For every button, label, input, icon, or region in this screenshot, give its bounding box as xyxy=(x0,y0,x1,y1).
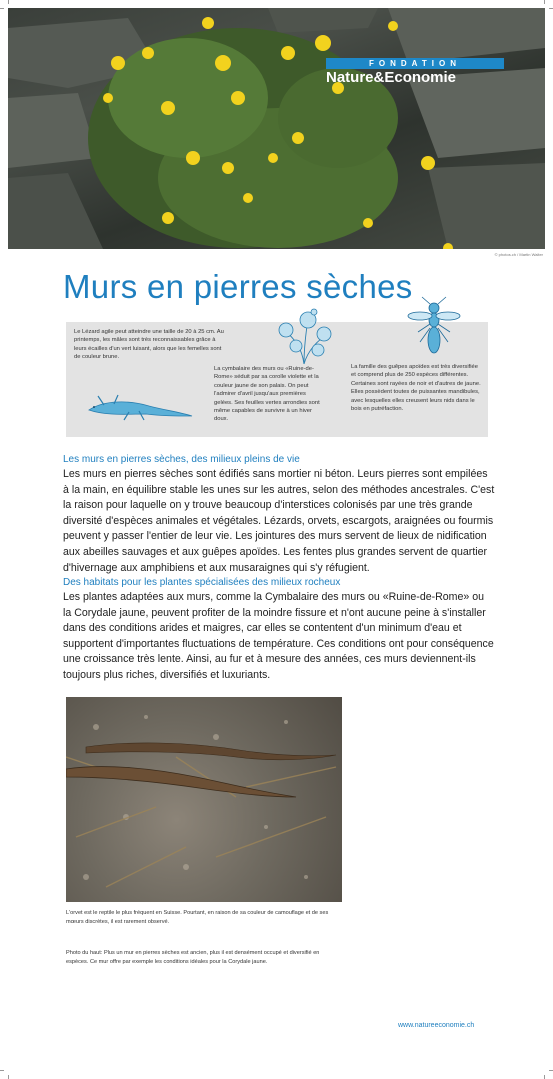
stone-wall-flowers-image xyxy=(8,8,545,249)
slowworm-caption: L'orvet est le reptile le plus fréquent en Suisse. Pourtant, en raison de sa couleur de camouflage et de ses mœurs discrètes, il est rarement observé. xyxy=(66,910,329,925)
crop-mark xyxy=(549,8,553,9)
section-heading-habitats-plantes: Des habitats pour les plantes spécialisées des milieux rocheux xyxy=(63,577,341,588)
website-link[interactable]: www.natureeconomie.ch xyxy=(398,1022,475,1029)
crop-mark xyxy=(544,1075,545,1079)
crop-mark xyxy=(0,8,4,9)
hero-photo xyxy=(8,8,545,249)
slowworm-image xyxy=(66,697,342,902)
crop-mark xyxy=(8,0,9,4)
slowworm-photo xyxy=(66,697,342,902)
section-text-habitats-plantes: Les plantes adaptées aux murs, comme la Cymbalaire des murs ou «Ruine-de-Rome» ou la Corydale jaune, peuvent profiter de la moindre fissure et n'ont aucune peine à s'installer dans des conditions arides et maigres, car elles se contentent d'un minimum d'eau et supportent d'importantes fluctuations de température. Ces conditions ont pour conséquence une croissance très lente. Ainsi, au fur et à mesure des années, ces murs deviennent-ils toujours plus riches, diversifiés et luxuriants. xyxy=(63,591,494,681)
lizard-description: Le Lézard agile peut atteindre une taille de 20 à 25 cm. Au printemps, les mâles sont très reconnaissables grâce à leurs écailles d'un vert luisant, alors que les femelles sont de couleur brune. xyxy=(74,329,224,361)
info-panel xyxy=(66,322,488,437)
section-text-murs-vie: Les murs en pierres sèches sont édifiés sans mortier ni béton. Leurs pierres sont empilées à la main, en équilibre stable les unes sur les autres, selon des méthodes ancestrales. C'est la raison pour laquelle on y trouve beaucoup d'interstices colonisés par une très grande diversité d'espèces animales et végétales. Lézards, orvets, escargots, araignées ou fourmis peuvent y passer l'entier de leur vie. Les jointures des murs servent de lieux de nidification aux abeilles sauvages et aux guêpes apoïdes. Les fentes plus grandes servent de quartier d'hivernage aux amphibiens et aux musaraignes qui s'y réfugient. xyxy=(63,468,495,574)
cymbalaria-illustration xyxy=(274,308,336,366)
logo-name: Nature&Economie xyxy=(326,69,457,86)
top-photo-caption: Photo du haut: Plus un mur en pierres sèches est ancien, plus il est densément occupé et diversifié en espèces. Ce mur offre par exemple les conditions idéales pour la Corydale jaune. xyxy=(66,950,320,965)
wasp-illustration xyxy=(406,296,462,360)
crop-mark xyxy=(544,0,545,4)
crop-mark xyxy=(8,1075,9,1079)
crop-mark xyxy=(0,1070,4,1071)
lizard-illustration xyxy=(84,392,194,422)
plant-description: La cymbalaire des murs ou «Ruine-de-Rome» séduit par sa corolle violette et la couleur jaune de son palais. On peut l'admirer d'avril jusqu'aux premières gelées. Ses feuilles vertes arrondies sont même capables de survivre à un hiver doux. xyxy=(214,366,320,423)
section-heading-murs-vie: Les murs en pierres sèches, des milieux pleins de vie xyxy=(63,454,300,465)
crop-mark xyxy=(549,1070,553,1071)
logo-fondation: FONDATION xyxy=(326,58,504,69)
wasp-description: La famille des guêpes apoïdes est très diversifiée et comprend plus de 250 espèces différentes. Certaines sont rayées de noir et d'autres de jaune. Elles possèdent toutes de puissantes mandibules, avec lesquelles elles creusent leurs nids dans le bois en putréfaction. xyxy=(351,364,481,413)
page-title: Murs en pierres sèches xyxy=(63,268,413,305)
photo-credit: © photos.ch / Martin Walter xyxy=(494,252,543,257)
